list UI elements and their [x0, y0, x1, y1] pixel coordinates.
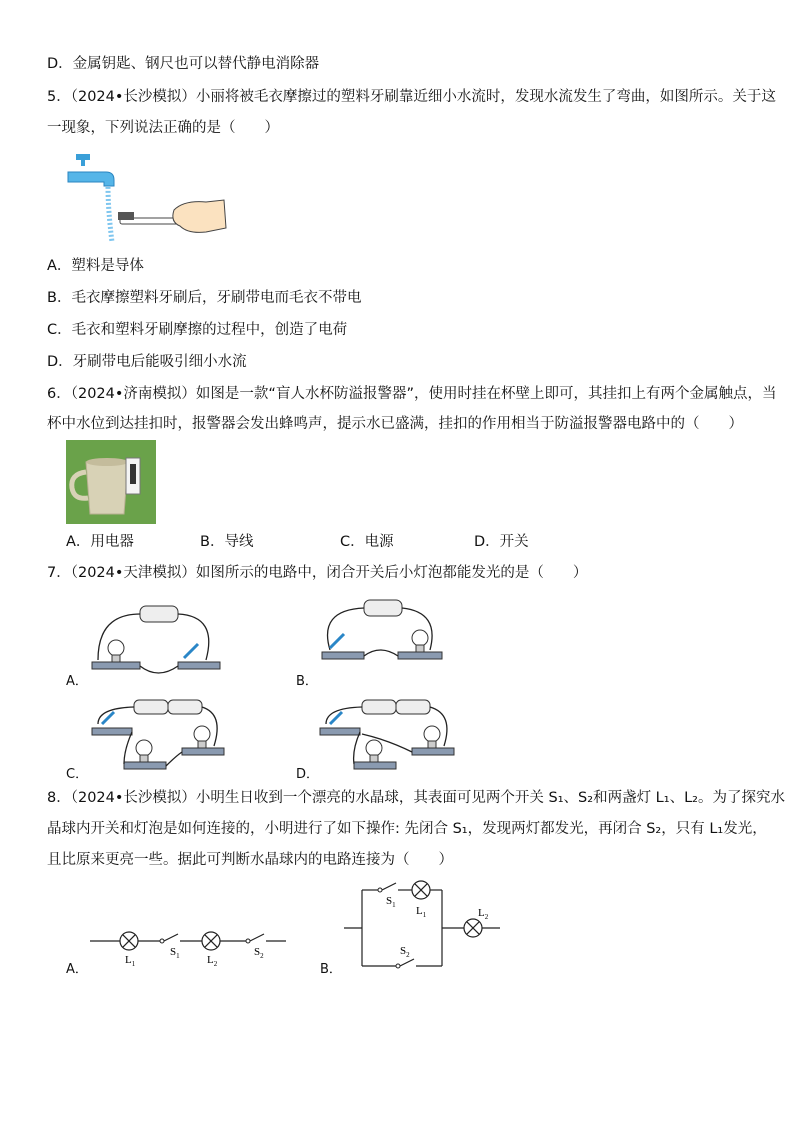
q5-stem-line1: 5．（2024•长沙模拟）小丽将被毛衣摩擦过的塑料牙刷靠近细小水流时，发现水流发生了弯曲，如图所示。关于这 — [47, 89, 776, 105]
battery-icon — [362, 700, 396, 714]
bulb-icon — [136, 740, 152, 756]
faucet-toothbrush-figure — [66, 150, 236, 245]
bulb-icon — [108, 640, 124, 656]
label-s1: $S_1$ — [170, 946, 180, 960]
q4-option-d: D．金属钥匙、钢尺也可以替代静电消除器 — [47, 56, 320, 72]
q8-circuit-a — [90, 925, 290, 975]
q6-option-c: C．电源 — [340, 534, 394, 550]
water-stream — [108, 187, 112, 242]
cup-alarm-photo — [66, 440, 156, 524]
bulb-icon — [366, 740, 382, 756]
circuit-c — [88, 694, 228, 774]
label-s2: $S_2$ — [254, 946, 264, 960]
switch-s2-icon — [400, 959, 414, 966]
q8-label-a: A． — [66, 962, 88, 977]
q8-circuit-b — [344, 878, 504, 972]
battery-icon — [396, 700, 430, 714]
battery-icon — [134, 700, 168, 714]
q6-stem-line1: 6．（2024•济南模拟）如图是一款“盲人水杯防溢报警器”，使用时挂在杯壁上即可，其挂扣上有两个金属触点，当 — [47, 386, 777, 402]
switch-s2-icon — [250, 934, 264, 941]
label-l2: $L_2$ — [478, 907, 489, 921]
switch-icon — [330, 634, 344, 648]
q7-label-b: B． — [296, 674, 318, 689]
label-l1: $L_1$ — [416, 905, 427, 919]
q5-option-d: D．牙刷带电后能吸引细小水流 — [47, 354, 247, 370]
q7-label-c: C． — [66, 767, 89, 782]
switch-s1-icon — [382, 883, 396, 890]
bulb-icon — [424, 726, 440, 742]
bulb-icon — [194, 726, 210, 742]
q6-option-d: D．开关 — [474, 534, 529, 550]
q8-stem-line2: 晶球内开关和灯泡是如何连接的，小明进行了如下操作: 先闭合 S₁，发现两灯都发光，再闭合 S₂，只有 L₁发光， — [47, 821, 767, 837]
battery-icon — [168, 700, 202, 714]
battery-icon — [140, 606, 178, 622]
q8-stem-line3: 且比原来更亮一些。据此可判断水晶球内的电路连接为（ ） — [47, 852, 453, 868]
label-s2: $S_2$ — [400, 945, 410, 959]
q5-option-a: A．塑料是导体 — [47, 258, 144, 274]
q7-label-a: A． — [66, 674, 88, 689]
q8-label-b: B． — [320, 962, 342, 977]
faucet-icon — [68, 172, 114, 186]
q7-stem-line1: 7．（2024•天津模拟）如图所示的电路中，闭合开关后小灯泡都能发光的是（ ） — [47, 565, 588, 581]
q6-stem-line2: 杯中水位到达挂扣时，报警器会发出蜂鸣声，提示水已盛满，挂扣的作用相当于防溢报警器电路中的（ ） — [47, 416, 743, 432]
q8-stem-line1: 8．（2024•长沙模拟）小明生日收到一个漂亮的水晶球，其表面可见两个开关 S₁、S₂和两盏灯 L₁、L₂。为了探究水 — [47, 790, 785, 806]
label-l2: $L_2$ — [207, 954, 218, 968]
label-l1: $L_1$ — [125, 954, 136, 968]
switch-icon — [184, 644, 198, 658]
circuit-d — [318, 694, 458, 774]
label-s1: $S_1$ — [386, 895, 396, 909]
q5-stem-line2: 一现象，下列说法正确的是（ ） — [47, 120, 279, 136]
q6-option-a: A．用电器 — [66, 534, 134, 550]
q5-option-c: C．毛衣和塑料牙刷摩擦的过程中，创造了电荷 — [47, 322, 348, 338]
q6-option-b: B．导线 — [200, 534, 254, 550]
cup-icon — [86, 462, 128, 514]
hand-icon — [173, 200, 226, 232]
switch-s1-icon — [164, 934, 178, 941]
battery-icon — [364, 600, 402, 616]
q7-label-d: D． — [296, 767, 320, 782]
circuit-a — [88, 600, 228, 680]
bulb-icon — [412, 630, 428, 646]
toothbrush-bristles — [118, 212, 134, 220]
circuit-b — [318, 596, 448, 670]
q5-option-b: B．毛衣摩擦塑料牙刷后，牙刷带电而毛衣不带电 — [47, 290, 362, 306]
